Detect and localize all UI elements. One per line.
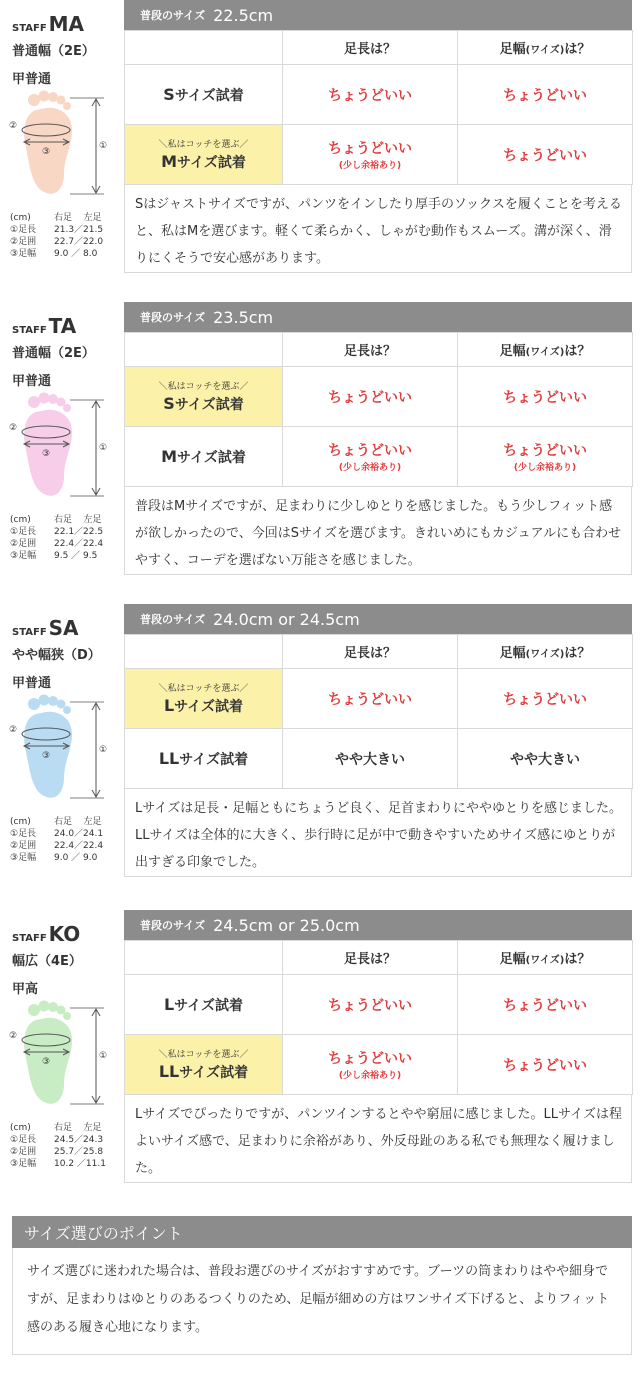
- choice-note: ＼私はコッチを選ぶ／: [158, 1050, 249, 1060]
- width-result: ちょうどいい: [503, 389, 587, 406]
- measurement-value: 22.4／22.4: [54, 841, 104, 851]
- fit-table: [124, 634, 633, 789]
- trial-row: [125, 65, 633, 125]
- width-header-kana: (ワイズ): [525, 955, 565, 966]
- measurement-row: [10, 526, 124, 538]
- length-marker: ①: [99, 745, 108, 755]
- length-result-cell: [283, 367, 458, 427]
- measurement-row: [10, 248, 124, 260]
- width-result-cell: [458, 975, 633, 1035]
- measurement-value: 25.7／25.8: [54, 1147, 104, 1157]
- measurement-label: ①足長: [10, 829, 37, 839]
- length-result-cell: [283, 427, 458, 487]
- trial-suffix: サイズ試着: [174, 699, 244, 715]
- trial-size: S: [163, 394, 175, 413]
- usual-size-bar: [124, 910, 632, 940]
- instep-type: 甲高: [12, 982, 39, 997]
- measurement-table: [10, 514, 124, 562]
- header-empty-cell: [125, 635, 283, 669]
- trial-size-cell: [125, 729, 283, 789]
- length-marker: ①: [99, 141, 108, 151]
- length-header: 足長は？: [283, 941, 458, 975]
- foot-figure: [6, 390, 118, 502]
- staff-word: STAFF: [12, 23, 47, 34]
- width-result: ちょうどいい: [503, 997, 587, 1014]
- foot-diagram: [6, 998, 118, 1110]
- measurement-header: [10, 514, 124, 526]
- trial-size-label: [159, 749, 248, 768]
- trial-row: [125, 1035, 633, 1095]
- staff-word: STAFF: [12, 627, 47, 638]
- header-empty-cell: [125, 333, 283, 367]
- measurement-header: [10, 816, 124, 828]
- left-foot-label: 左足: [83, 515, 102, 525]
- measurement-value: 24.5／24.3: [54, 1135, 104, 1145]
- width-result: ちょうどいい: [503, 691, 587, 708]
- toe-2: [39, 393, 50, 404]
- length-result-cell: [283, 729, 458, 789]
- left-foot-label: 左足: [83, 817, 102, 827]
- measurement-value: 21.3／21.5: [54, 225, 104, 235]
- trial-size-label: [161, 447, 246, 466]
- staff-fit-panel: [124, 302, 632, 575]
- foot-figure: [6, 692, 118, 804]
- width-header-end: は？: [564, 646, 591, 661]
- length-result-note: (少し余裕あり): [338, 1071, 402, 1081]
- trial-size: M: [161, 446, 178, 466]
- trial-size: L: [163, 696, 175, 715]
- measurement-label: ③足幅: [10, 1159, 37, 1169]
- usual-size-bar: [124, 0, 632, 30]
- girth-marker: ②: [9, 1031, 18, 1041]
- length-result: ちょうどいい: [328, 87, 412, 104]
- length-result-note: (少し余裕あり): [338, 463, 402, 473]
- foot-figure: [6, 88, 118, 200]
- foot-side-header: [54, 514, 124, 526]
- width-header: [458, 635, 633, 669]
- staff-fit-panel: [124, 0, 632, 273]
- length-marker: ①: [99, 443, 108, 453]
- trial-size-cell: [125, 1035, 283, 1095]
- trial-size-cell: [125, 367, 283, 427]
- staff-comment: 普段はMサイズですが、足まわりに少しゆとりを感じました。もう少しフィット感が欲しかったので、今回はSサイズを選びます。きれいめにもカジュアルにも合わせやすく、コーデを選ばない万能さを感じました。: [124, 487, 632, 575]
- trial-size-cell: [125, 125, 283, 185]
- toe-3: [48, 696, 58, 706]
- width-header: [458, 941, 633, 975]
- right-foot-label: 右足: [54, 213, 73, 223]
- toe-1: [28, 1004, 40, 1016]
- measurement-label: ③足幅: [10, 853, 37, 863]
- fit-table: [124, 940, 633, 1095]
- staff-initials: TA: [48, 314, 77, 338]
- width-result-cell: [458, 125, 633, 185]
- measurement-row: [10, 538, 124, 550]
- measurement-label: ③足幅: [10, 249, 37, 259]
- usual-size-bar: [124, 604, 632, 634]
- width-header-main: 足幅: [499, 646, 526, 661]
- trial-suffix: サイズ試着: [179, 1065, 249, 1081]
- unit-label: (cm): [10, 515, 31, 525]
- unit-label: (cm): [10, 1123, 31, 1133]
- left-foot-label: 左足: [83, 213, 102, 223]
- instep-type: 甲普通: [12, 676, 52, 691]
- staff-initials: MA: [48, 12, 85, 36]
- foot-diagram: [6, 692, 118, 804]
- width-header: [458, 31, 633, 65]
- usual-size-value: 24.0cm or 24.5cm: [213, 609, 360, 629]
- trial-size-cell: [125, 427, 283, 487]
- staff-initials: SA: [48, 616, 79, 640]
- foot-side-header: [54, 816, 124, 828]
- fit-table-header: [125, 941, 633, 975]
- measurement-row: [10, 1146, 124, 1158]
- measurement-value: 22.7／22.0: [54, 237, 104, 247]
- toe-5: [63, 706, 71, 714]
- header-empty-cell: [125, 31, 283, 65]
- trial-size-label: [163, 394, 243, 413]
- measurement-label: ①足長: [10, 1135, 37, 1145]
- choice-note: ＼私はコッチを選ぶ／: [158, 140, 249, 150]
- measurement-label: ①足長: [10, 527, 37, 537]
- left-foot-label: 左足: [83, 1123, 102, 1133]
- length-header: 足長は？: [283, 31, 458, 65]
- usual-size-value: 24.5cm or 25.0cm: [213, 915, 360, 935]
- trial-suffix: サイズ試着: [174, 397, 244, 413]
- foot-width-type: 普通幅（2E）: [12, 346, 95, 361]
- toe-2: [39, 1001, 50, 1012]
- measurement-table: [10, 1122, 124, 1170]
- toe-1: [28, 94, 40, 106]
- length-result-note: (少し余裕あり): [338, 161, 402, 171]
- staff-fit-panel: [124, 910, 632, 1183]
- staff-word: STAFF: [12, 933, 47, 944]
- measurement-row: [10, 852, 124, 864]
- length-result-cell: [283, 669, 458, 729]
- staff-fit-panel: [124, 604, 632, 877]
- width-header: [458, 333, 633, 367]
- trial-size-label: [164, 696, 243, 715]
- usual-size-value: 22.5cm: [213, 5, 274, 25]
- toe-3: [48, 394, 58, 404]
- trial-suffix: サイズ試着: [174, 87, 244, 104]
- width-header-end: は？: [564, 952, 591, 967]
- unit-label: (cm): [10, 213, 31, 223]
- width-header-main: 足幅: [499, 344, 526, 359]
- trial-size: M: [161, 152, 178, 171]
- right-foot-label: 右足: [54, 1123, 73, 1133]
- staff-comment: Lサイズは足長・足幅ともにちょうど良く、足首まわりにややゆとりを感じました。LLサイズは全体的に大きく、歩行時に足が中で動きやすいためサイズ感にゆとりが出すぎる印象でした。: [124, 789, 632, 877]
- usual-size-value: 23.5cm: [213, 307, 274, 327]
- trial-size-cell: [125, 669, 283, 729]
- width-marker: ③: [42, 1057, 51, 1067]
- toe-3: [48, 1002, 58, 1012]
- toe-5: [63, 102, 71, 110]
- trial-size: LL: [158, 748, 180, 768]
- length-result-cell: [283, 125, 458, 185]
- trial-row: [125, 975, 633, 1035]
- length-result: ちょうどいい: [328, 691, 412, 708]
- width-header-kana: (ワイズ): [525, 45, 565, 56]
- measurement-header: [10, 212, 124, 224]
- measurement-value: 9.5 ／ 9.5: [54, 551, 98, 561]
- measurement-row: [10, 224, 124, 236]
- width-marker: ③: [42, 751, 51, 761]
- measurement-row: [10, 828, 124, 840]
- width-result-cell: [458, 65, 633, 125]
- length-marker: ①: [99, 1051, 108, 1061]
- toe-2: [39, 91, 50, 102]
- measurement-label: ③足幅: [10, 551, 37, 561]
- trial-row: [125, 729, 633, 789]
- usual-size-label: 普段のサイズ: [140, 613, 206, 626]
- foot-width-type: 普通幅（2E）: [12, 44, 95, 59]
- measurement-label: ②足囲: [10, 539, 37, 549]
- instep-type: 甲普通: [12, 72, 52, 87]
- measurement-row: [10, 1158, 124, 1170]
- staff-word: STAFF: [12, 325, 47, 336]
- trial-size-label: [164, 995, 243, 1014]
- trial-row: [125, 427, 633, 487]
- length-result-cell: [283, 65, 458, 125]
- fit-table-header: [125, 635, 633, 669]
- foot-diagram: [6, 390, 118, 502]
- width-result: ちょうどいい: [503, 87, 587, 104]
- right-foot-label: 右足: [54, 515, 73, 525]
- trial-suffix: サイズ試着: [174, 997, 244, 1014]
- instep-type: 甲普通: [12, 374, 52, 389]
- toe-2: [39, 695, 50, 706]
- width-header-main: 足幅: [499, 952, 526, 967]
- toe-1: [28, 698, 40, 710]
- width-result-cell: [458, 367, 633, 427]
- foot-side-header: [54, 1122, 124, 1134]
- measurement-label: ②足囲: [10, 841, 37, 851]
- trial-size-label: [159, 1062, 248, 1081]
- toe-1: [28, 396, 40, 408]
- unit-label: (cm): [10, 817, 31, 827]
- toe-4: [57, 700, 66, 709]
- staff-name: [12, 922, 80, 946]
- toe-4: [57, 1006, 66, 1015]
- measurement-row: [10, 550, 124, 562]
- choice-note: ＼私はコッチを選ぶ／: [158, 382, 249, 392]
- measurement-table: [10, 816, 124, 864]
- measurement-value: 22.1／22.5: [54, 527, 104, 537]
- trial-size: L: [163, 994, 175, 1014]
- length-result: やや大きい: [335, 751, 405, 768]
- measurement-value: 9.0 ／ 9.0: [54, 853, 98, 863]
- measurement-header: [10, 1122, 124, 1134]
- toe-4: [57, 96, 66, 105]
- width-header-kana: (ワイズ): [525, 347, 565, 358]
- width-result-cell: [458, 669, 633, 729]
- width-marker: ③: [42, 449, 51, 459]
- trial-size-cell: [125, 975, 283, 1035]
- trial-size-label: [161, 152, 246, 171]
- length-result: ちょうどいい: [328, 141, 412, 157]
- trial-suffix: サイズ試着: [179, 751, 249, 768]
- foot-width-type: やや幅狭（D）: [12, 648, 101, 663]
- size-point-body: サイズ選びに迷われた場合は、普段お選びのサイズがおすすめです。ブーツの筒まわりはやや細身ですが、足まわりはゆとりのあるつくりのため、足幅が細めの方はワンサイズ下げると、よりフィット感のある履き心地になります。: [12, 1248, 632, 1355]
- usual-size-label: 普段のサイズ: [140, 919, 206, 932]
- width-result-note: (少し余裕あり): [513, 463, 577, 473]
- measurement-row: [10, 840, 124, 852]
- width-header-end: は？: [564, 344, 591, 359]
- measurement-row: [10, 1134, 124, 1146]
- width-result-cell: [458, 729, 633, 789]
- toe-5: [63, 1012, 71, 1020]
- choice-note: ＼私はコッチを選ぶ／: [158, 684, 249, 694]
- fit-table: [124, 30, 633, 185]
- trial-size-cell: [125, 65, 283, 125]
- toe-5: [63, 404, 71, 412]
- staff-comment: Sはジャストサイズですが、パンツをインしたり厚手のソックスを履くことを考えると、私はMを選びます。軽くて柔らかく、しゃがむ動作もスムーズ。溝が深く、滑りにくそうで安心感があります。: [124, 185, 632, 273]
- measurement-value: 9.0 ／ 8.0: [54, 249, 98, 259]
- foot-side-header: [54, 212, 124, 224]
- measurement-label: ②足囲: [10, 237, 37, 247]
- length-header: 足長は？: [283, 635, 458, 669]
- length-result-cell: [283, 1035, 458, 1095]
- staff-name: [12, 314, 76, 338]
- measurement-value: 22.4／22.4: [54, 539, 104, 549]
- width-header-kana: (ワイズ): [525, 649, 565, 660]
- usual-size-bar: [124, 302, 632, 332]
- length-result-cell: [283, 975, 458, 1035]
- width-header-main: 足幅: [499, 42, 526, 57]
- measurement-value: 24.0／24.1: [54, 829, 104, 839]
- width-marker: ③: [42, 147, 51, 157]
- measurement-label: ②足囲: [10, 1147, 37, 1157]
- usual-size-label: 普段のサイズ: [140, 9, 206, 22]
- width-result: ちょうどいい: [503, 443, 587, 459]
- length-result: ちょうどいい: [328, 443, 412, 459]
- width-header-end: は？: [564, 42, 591, 57]
- toe-4: [57, 398, 66, 407]
- length-header: 足長は？: [283, 333, 458, 367]
- fit-table-header: [125, 333, 633, 367]
- size-point-title: サイズ選びのポイント: [12, 1216, 632, 1248]
- trial-size: LL: [158, 1062, 180, 1081]
- girth-marker: ②: [9, 725, 18, 735]
- width-result: ちょうどいい: [503, 147, 587, 164]
- trial-suffix: サイズ試着: [177, 155, 246, 171]
- measurement-table: [10, 212, 124, 260]
- staff-comment: Lサイズでぴったりですが、パンツインするとやや窮屈に感じました。LLサイズは程よいサイズ感で、足まわりに余裕があり、外反母趾のある私でも無理なく履けました。: [124, 1095, 632, 1183]
- trial-size: S: [163, 84, 175, 104]
- trial-suffix: サイズ試着: [177, 449, 246, 466]
- trial-row: [125, 367, 633, 427]
- measurement-label: ①足長: [10, 225, 37, 235]
- length-result: ちょうどいい: [328, 1051, 412, 1067]
- length-result: ちょうどいい: [328, 997, 412, 1014]
- foot-figure: [6, 998, 118, 1110]
- length-result: ちょうどいい: [328, 389, 412, 406]
- size-point-section: [12, 1216, 632, 1355]
- girth-marker: ②: [9, 423, 18, 433]
- foot-diagram: [6, 88, 118, 200]
- width-result: ちょうどいい: [503, 1057, 587, 1074]
- right-foot-label: 右足: [54, 817, 73, 827]
- width-result: やや大きい: [510, 751, 580, 768]
- measurement-value: 10.2 ／11.1: [54, 1159, 106, 1169]
- trial-row: [125, 669, 633, 729]
- trial-size-label: [163, 85, 243, 104]
- foot-width-type: 幅広（4E）: [12, 954, 82, 969]
- header-empty-cell: [125, 941, 283, 975]
- measurement-row: [10, 236, 124, 248]
- fit-table: [124, 332, 633, 487]
- girth-marker: ②: [9, 121, 18, 131]
- fit-table-header: [125, 31, 633, 65]
- usual-size-label: 普段のサイズ: [140, 311, 206, 324]
- toe-3: [48, 92, 58, 102]
- trial-row: [125, 125, 633, 185]
- staff-name: [12, 616, 79, 640]
- width-result-cell: [458, 427, 633, 487]
- staff-name: [12, 12, 84, 36]
- width-result-cell: [458, 1035, 633, 1095]
- staff-initials: KO: [48, 922, 81, 946]
